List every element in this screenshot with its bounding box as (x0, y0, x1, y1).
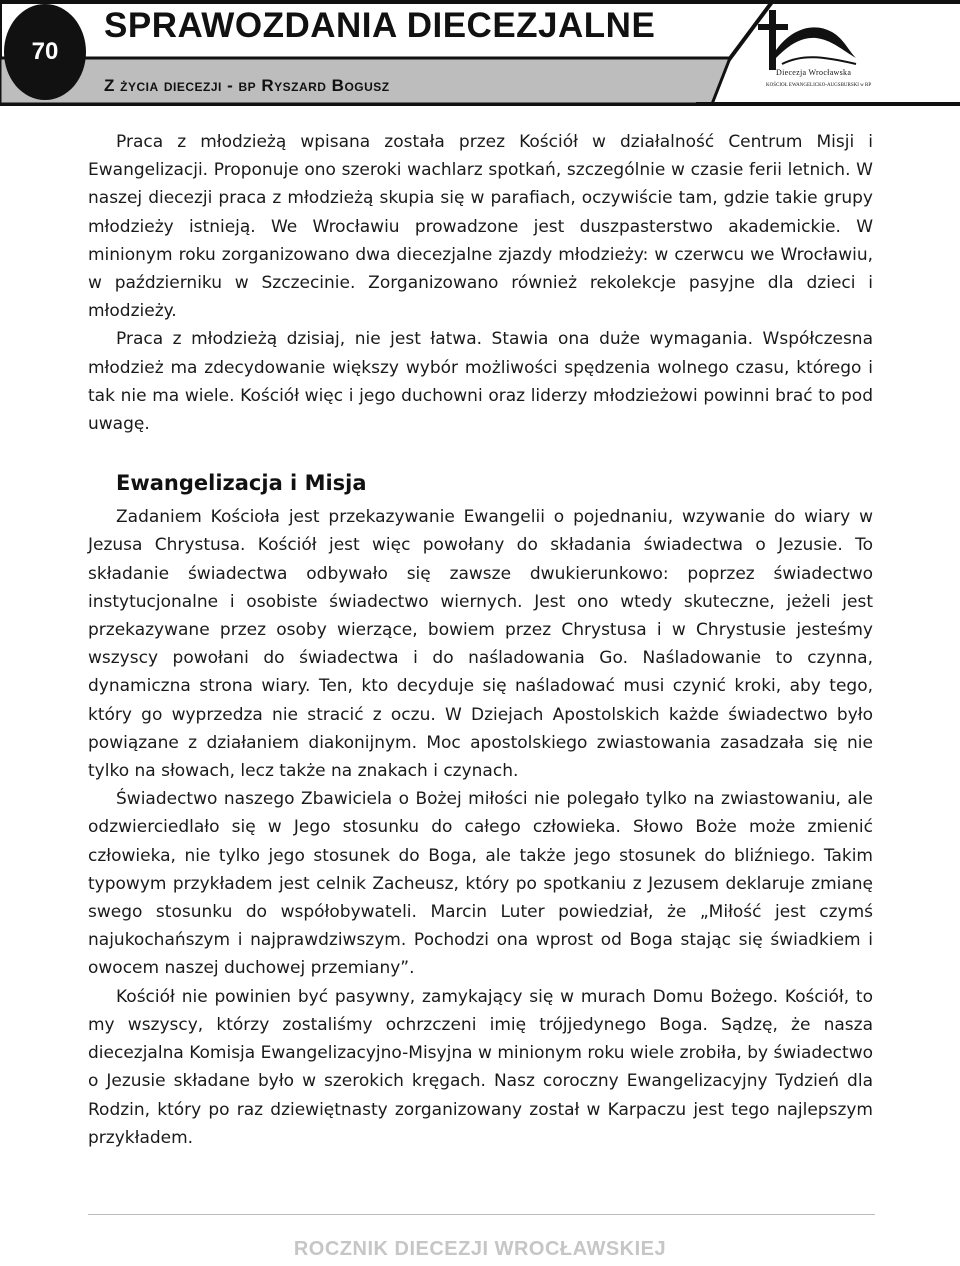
article-body (88, 128, 873, 1152)
paragraph: Kościół nie powinien być pasywny, zamykający się w murach Domu Bożego. Kościół, to my wszyscy, którzy zostaliśmy ochrzczeni imię trójjedynego Boga. Sądzę, że nasza diecezjalna Komisja Ewangelizacyjno-Misyjna w minionym roku wiele zrobiła, by świadectwo o Jezusie składane było w szerokich kręgach. Nasz coroczny Ewangelizacyjny Tydzień dla Rodzin, który po raz dziewiętnasty zorganizowany został w Karpaczu jest tego najlepszym przykładem. (88, 986, 873, 1148)
page-header (0, 0, 960, 108)
footer-divider (88, 1214, 875, 1215)
paragraph: Świadectwo naszego Zbawiciela o Bożej miłości nie polegało tylko na zwiastowaniu, ale odzwierciedlało się w Jego stosunku do całego człowieka. Słowo Boże może zmienić człowieka, nie tylko jego stosunek do Boga, ale także jego stosunek do bliźniego. Takim typowym przykładem jest celnik Zacheusz, który po spotkaniu z Jezusem deklaruje zmianę swego stosunku do współobywateli. Marcin Luter powiedział, że „Miłość jest czymś najukochańszym i najprawdziwszym. Pochodzi ona wprost od Boga stając się świadkiem i owocem naszej duchowej przemiany”. (88, 789, 873, 979)
page-number: 70 (4, 4, 86, 100)
section-heading: Ewangelizacja i Misja (116, 471, 367, 496)
footer-publication: ROCZNIK DIECEZJI WROCŁAWSKIEJ (293, 1238, 667, 1260)
section-subtitle: Z życia diecezji - bp Ryszard Bogusz (104, 76, 390, 95)
paragraph: Praca z młodzieżą wpisana została przez Kościół w działalność Centrum Misji i Ewangelizacji. Proponuje ono szeroki wachlarz spotkań, szczególnie w czasie ferii letnich. W naszej diecezji praca z młodzieżą skupia się w parafiach, oczywiście tam, gdzie takie grupy młodzieży istnieją. We Wrocławiu prowadzone jest duszpasterstwo akademickie. W minionym roku zorganizowano dwa diecezjalne zjazdy młodzieży: w czerwcu we Wrocławiu, w październiku w Szczecinie. Zorganizowano również rekolekcje pasyjne dla dzieci i młodzieży. (88, 132, 873, 322)
paragraph: Zadaniem Kościoła jest przekazywanie Ewangelii o pojednaniu, wzywanie do wiary w Jezusa Chrystusa. Kościół jest więc powołany do składania świadectwa o Jezusie. To składanie świadectwa odbywało się zawsze dwukierunkowo: poprzez świadectwo instytucjonalne i osobiste świadectwo wiernych. Jest ono wtedy skuteczne, jeżeli jest przekazywane przez osoby wierzące, bowiem przez Chrystusa i w Chrystusie jesteśmy wszyscy powołani do świadectwa i do naśladowania Go. Naśladowanie to czynna, dynamiczna strona wiary. Ten, kto decyduje się naśladować musi czynić kroki, aby tego, który go wyprzedza nie stracić z oczu. W Dziejach Apostolskich każde świadectwo było powiązane z działaniem diakonijnym. Moc apostolskiego zwiastowania zasadzała się nie tylko na słowach, lecz także na znakach i czynach. (88, 507, 873, 782)
section-title: SPRAWOZDANIA DIECEZJALNE (104, 6, 656, 45)
logo-caption: KOŚCIOŁ EWANGELICKO-AUGSBURSKI w RP (766, 83, 872, 88)
paragraph: Praca z młodzieżą dzisiaj, nie jest łatwa. Stawia ona duże wymagania. Współczesna młodzież ma zdecydowanie większy wybór możliwości spędzenia wolnego czasu, którego i tak nie ma wiele. Kościół więc i jego duchowni oraz liderzy młodzieżowi powinni brać to pod uwagę. (88, 329, 873, 435)
logo-name: Diecezja Wrocławska (776, 68, 852, 77)
